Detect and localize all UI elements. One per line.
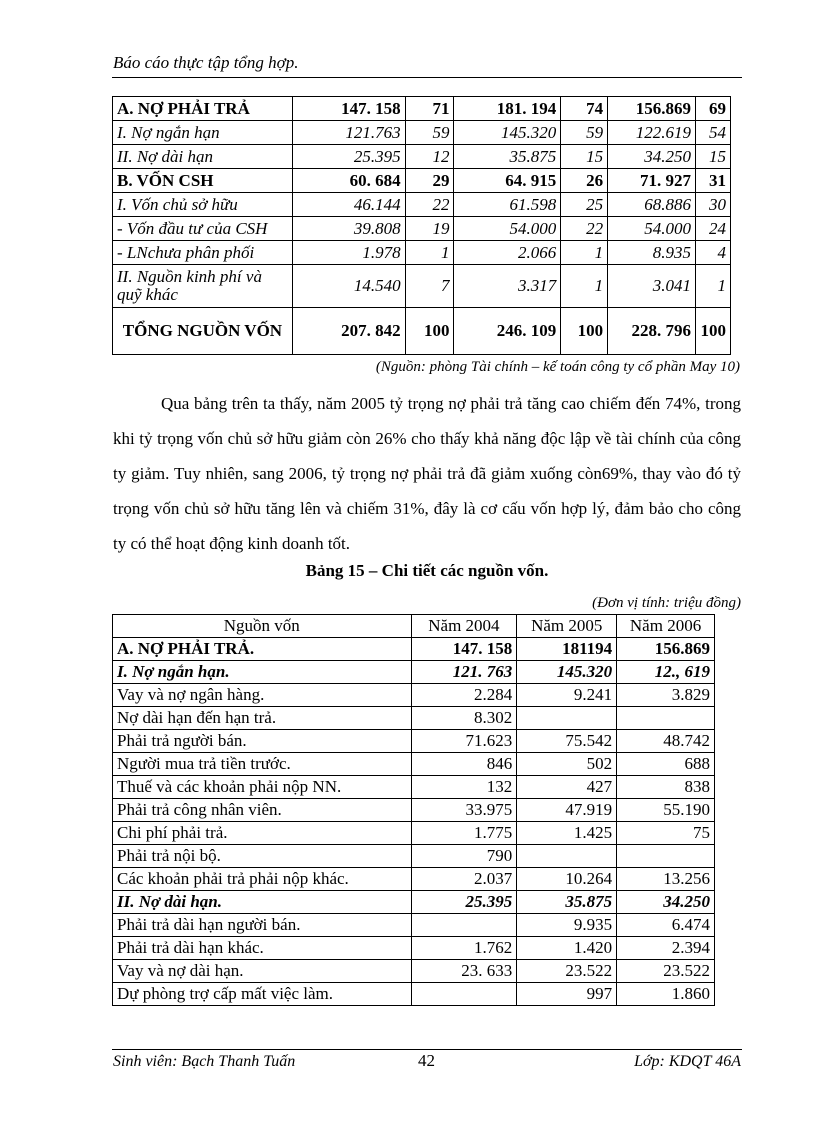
cell-value: 427 (517, 776, 617, 799)
cell-percent: 69 (695, 97, 730, 121)
capital-details-table (112, 614, 715, 1006)
cell-value: 60. 684 (292, 169, 405, 193)
cell-value: 2.284 (411, 684, 517, 707)
cell-value: 1.425 (517, 822, 617, 845)
cell-value: 35.875 (454, 145, 561, 169)
table-row (113, 145, 731, 169)
table-row (113, 983, 715, 1006)
cell-value: 1.775 (411, 822, 517, 845)
cell-percent: 54 (695, 121, 730, 145)
cell-value: 14.540 (292, 265, 405, 308)
cell-value: 181194 (517, 638, 617, 661)
row-label: Người mua trả tiền trước. (113, 753, 412, 776)
row-label: Vay và nợ ngân hàng. (113, 684, 412, 707)
cell-value: 46.144 (292, 193, 405, 217)
row-label: Dự phòng trợ cấp mất việc làm. (113, 983, 412, 1006)
cell-value: 25.395 (411, 891, 517, 914)
cell-value: 34.250 (617, 891, 715, 914)
source-note: (Nguồn: phòng Tài chính – kế toán công ty cổ phần May 10) (375, 359, 740, 375)
cell-value: 71.623 (411, 730, 517, 753)
cell-percent: 100 (405, 308, 454, 355)
cell-value: 145.320 (517, 661, 617, 684)
cell-value (617, 707, 715, 730)
row-label: I. Nợ ngắn hạn. (113, 661, 412, 684)
column-header: Nguồn vốn (113, 615, 412, 638)
cell-value (617, 845, 715, 868)
table-row (113, 265, 731, 308)
row-label: B. VỐN CSH (113, 169, 293, 193)
table-row (113, 217, 731, 241)
cell-value: 3.041 (608, 265, 696, 308)
table-header-row (113, 615, 715, 638)
cell-value: 1.762 (411, 937, 517, 960)
row-label: Phải trả công nhân viên. (113, 799, 412, 822)
table-row (113, 753, 715, 776)
cell-percent: 22 (405, 193, 454, 217)
cell-value (411, 914, 517, 937)
cell-value: 145.320 (454, 121, 561, 145)
row-label: Phải trả dài hạn người bán. (113, 914, 412, 937)
cell-value: 13.256 (617, 868, 715, 891)
cell-percent: 29 (405, 169, 454, 193)
cell-percent: 1 (561, 265, 608, 308)
header-divider (112, 77, 742, 78)
cell-value: 3.317 (454, 265, 561, 308)
cell-percent: 22 (561, 217, 608, 241)
cell-value: 3.829 (617, 684, 715, 707)
table-row (113, 661, 715, 684)
analysis-paragraph: Qua bảng trên ta thấy, năm 2005 tỷ trọng nợ phải trả tăng cao chiếm đến 74%, trong khi tỷ trọng vốn chủ sở hữu giảm còn 26% cho thấy khả năng độc lập về tài chính của công ty giảm. Tuy nhiên, sang 2006, tỷ trọng nợ phải trả đã giảm xuống còn69%, thay vào đó tỷ trọng vốn chủ sở hữu tăng lên và chiếm 31%, đây là cơ cấu vốn hợp lý, đảm bảo cho công ty có thể hoạt động kinh doanh tốt. (113, 394, 741, 553)
unit-note: (Đơn vị tính: triệu đồng) (592, 595, 741, 611)
cell-percent: 19 (405, 217, 454, 241)
cell-percent: 1 (405, 241, 454, 265)
table-row (113, 845, 715, 868)
cell-value: 71. 927 (608, 169, 696, 193)
cell-value: 156.869 (617, 638, 715, 661)
cell-value: 838 (617, 776, 715, 799)
cell-value: 790 (411, 845, 517, 868)
row-label: II. Nợ dài hạn (113, 145, 293, 169)
cell-value: 54.000 (608, 217, 696, 241)
cell-value: 35.875 (517, 891, 617, 914)
cell-value: 68.886 (608, 193, 696, 217)
footer-class: Lớp: KDQT 46A (634, 1053, 741, 1070)
cell-value: 1.860 (617, 983, 715, 1006)
cell-percent: 26 (561, 169, 608, 193)
cell-value: 2.066 (454, 241, 561, 265)
cell-percent: 24 (695, 217, 730, 241)
cell-percent: 15 (695, 145, 730, 169)
cell-percent: 59 (561, 121, 608, 145)
cell-percent: 31 (695, 169, 730, 193)
row-label: II. Nguồn kinh phí và quỹ khác (113, 265, 293, 308)
cell-percent: 100 (695, 308, 730, 355)
cell-value: 75 (617, 822, 715, 845)
cell-value: 6.474 (617, 914, 715, 937)
cell-value: 64. 915 (454, 169, 561, 193)
column-header: Năm 2004 (411, 615, 517, 638)
cell-value: 1.978 (292, 241, 405, 265)
row-label: II. Nợ dài hạn. (113, 891, 412, 914)
table-row (113, 707, 715, 730)
table-row (113, 730, 715, 753)
table-row (113, 97, 731, 121)
cell-value: 23.522 (617, 960, 715, 983)
table-row (113, 121, 731, 145)
page-number: 42 (418, 1051, 435, 1070)
row-label: Phải trả nội bộ. (113, 845, 412, 868)
cell-value: 246. 109 (454, 308, 561, 355)
row-label: Thuế và các khoản phải nộp NN. (113, 776, 412, 799)
cell-value: 121.763 (292, 121, 405, 145)
table-row (113, 193, 731, 217)
row-label: A. NỢ PHẢI TRẢ. (113, 638, 412, 661)
capital-structure-table (112, 96, 731, 355)
row-label: I. Vốn chủ sở hữu (113, 193, 293, 217)
cell-value: 997 (517, 983, 617, 1006)
cell-value: 48.742 (617, 730, 715, 753)
cell-value: 9.935 (517, 914, 617, 937)
cell-value: 147. 158 (292, 97, 405, 121)
cell-value: 25.395 (292, 145, 405, 169)
table-row (113, 241, 731, 265)
cell-value: 156.869 (608, 97, 696, 121)
cell-value: 122.619 (608, 121, 696, 145)
cell-value: 2.037 (411, 868, 517, 891)
cell-percent: 7 (405, 265, 454, 308)
cell-value: 2.394 (617, 937, 715, 960)
cell-percent: 4 (695, 241, 730, 265)
cell-value: 8.935 (608, 241, 696, 265)
row-label: A. NỢ PHẢI TRẢ (113, 97, 293, 121)
cell-value: 502 (517, 753, 617, 776)
cell-value: 147. 158 (411, 638, 517, 661)
table-row (113, 868, 715, 891)
cell-percent: 12 (405, 145, 454, 169)
table-row (113, 822, 715, 845)
row-label: Các khoản phải trả phải nộp khác. (113, 868, 412, 891)
table-row-total (113, 308, 731, 355)
table-row (113, 799, 715, 822)
footer-student: Sinh viên: Bạch Thanh Tuấn (113, 1053, 296, 1070)
cell-percent: 30 (695, 193, 730, 217)
table-row (113, 776, 715, 799)
cell-percent: 59 (405, 121, 454, 145)
cell-value: 23. 633 (411, 960, 517, 983)
cell-value: 55.190 (617, 799, 715, 822)
table-row (113, 937, 715, 960)
cell-value: 181. 194 (454, 97, 561, 121)
row-label: Vay và nợ dài hạn. (113, 960, 412, 983)
table-row (113, 169, 731, 193)
cell-value: 121. 763 (411, 661, 517, 684)
cell-value: 207. 842 (292, 308, 405, 355)
cell-value: 47.919 (517, 799, 617, 822)
table-caption: Bảng 15 – Chi tiết các nguồn vốn. (305, 561, 549, 580)
cell-value: 34.250 (608, 145, 696, 169)
cell-value: 10.264 (517, 868, 617, 891)
cell-percent: 15 (561, 145, 608, 169)
cell-value: 846 (411, 753, 517, 776)
report-header-title: Báo cáo thực tập tổng hợp. (113, 53, 299, 72)
cell-value: 33.975 (411, 799, 517, 822)
cell-percent: 1 (561, 241, 608, 265)
column-header: Năm 2006 (617, 615, 715, 638)
row-label: I. Nợ ngắn hạn (113, 121, 293, 145)
row-label: - Vốn đầu tư của CSH (113, 217, 293, 241)
cell-percent: 71 (405, 97, 454, 121)
cell-value (517, 845, 617, 868)
row-label: - LNchưa phân phối (113, 241, 293, 265)
column-header: Năm 2005 (517, 615, 617, 638)
cell-value: 1.420 (517, 937, 617, 960)
row-label: TỔNG NGUỒN VỐN (113, 308, 293, 355)
cell-value: 8.302 (411, 707, 517, 730)
cell-value: 12., 619 (617, 661, 715, 684)
row-label: Phải trả dài hạn khác. (113, 937, 412, 960)
cell-percent: 1 (695, 265, 730, 308)
cell-value: 688 (617, 753, 715, 776)
row-label: Nợ dài hạn đến hạn trả. (113, 707, 412, 730)
cell-percent: 100 (561, 308, 608, 355)
cell-value: 61.598 (454, 193, 561, 217)
cell-value: 54.000 (454, 217, 561, 241)
row-label: Chi phí phải trả. (113, 822, 412, 845)
cell-value: 132 (411, 776, 517, 799)
table-row (113, 891, 715, 914)
cell-value: 39.808 (292, 217, 405, 241)
cell-value: 228. 796 (608, 308, 696, 355)
cell-value (411, 983, 517, 1006)
table-row (113, 960, 715, 983)
cell-value: 75.542 (517, 730, 617, 753)
footer-divider (112, 1049, 742, 1050)
cell-value: 23.522 (517, 960, 617, 983)
table-row (113, 914, 715, 937)
row-label: Phải trả người bán. (113, 730, 412, 753)
cell-percent: 25 (561, 193, 608, 217)
table-row (113, 684, 715, 707)
cell-value: 9.241 (517, 684, 617, 707)
cell-percent: 74 (561, 97, 608, 121)
table-row (113, 638, 715, 661)
cell-value (517, 707, 617, 730)
